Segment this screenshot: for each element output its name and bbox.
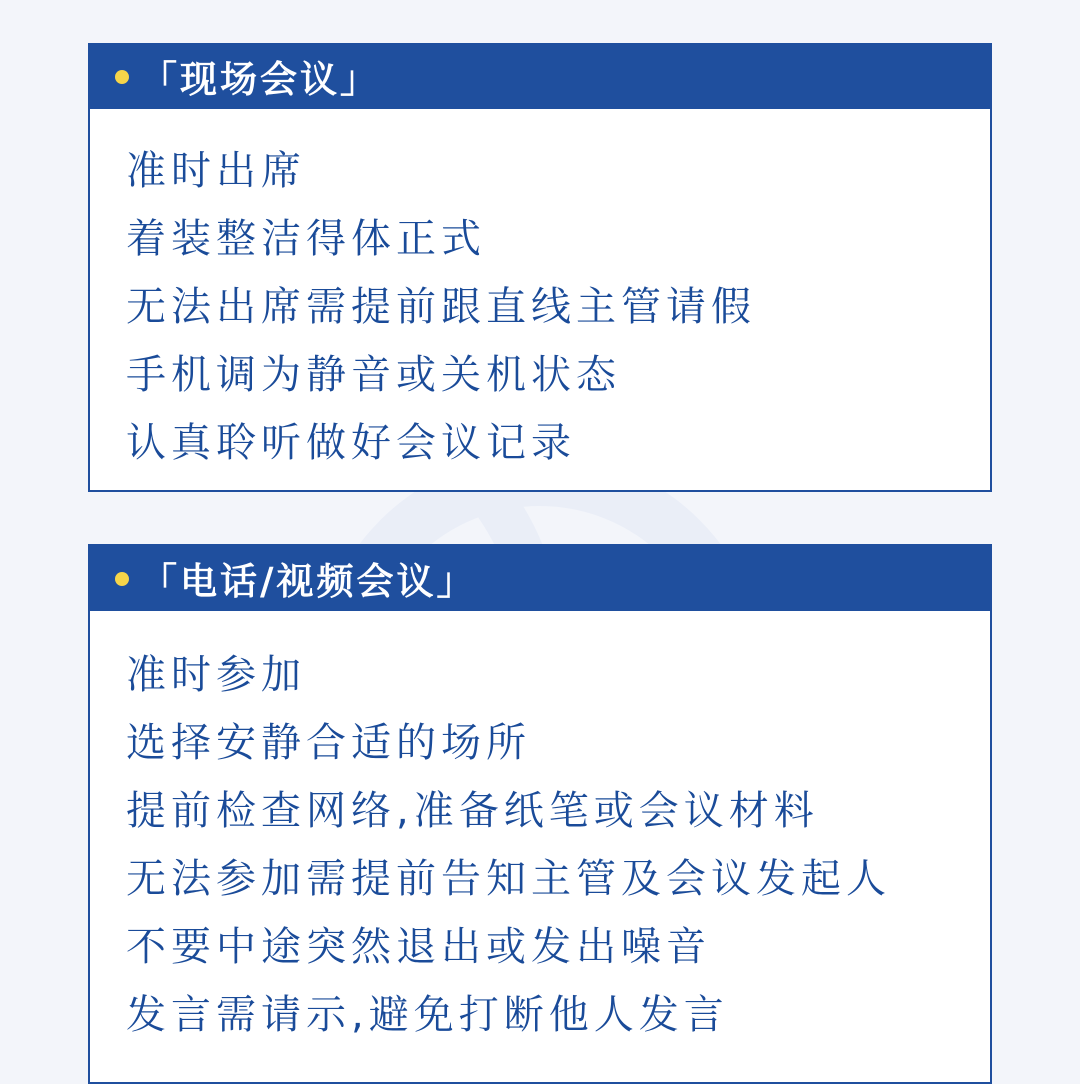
onsite-meeting-header	[90, 45, 990, 109]
list-item: 手机调为静音或关机状态	[126, 352, 621, 398]
section-title: 「现场会议」	[140, 57, 380, 101]
list-item: 发言需请示,避免打断他人发言	[126, 992, 729, 1038]
yellow-bullet-icon	[115, 70, 129, 84]
phone-video-meeting-header	[90, 546, 990, 611]
onsite-meeting-card	[88, 43, 992, 492]
list-item: 不要中途突然退出或发出噪音	[126, 924, 711, 970]
list-item: 选择安静合适的场所	[126, 720, 531, 766]
list-item: 准时出席	[126, 148, 306, 194]
list-item: 提前检查网络,准备纸笔或会议材料	[126, 788, 819, 834]
list-item: 着装整洁得体正式	[126, 216, 486, 262]
list-item: 无法参加需提前告知主管及会议发起人	[126, 856, 891, 902]
yellow-bullet-icon	[115, 572, 129, 586]
list-item: 无法出席需提前跟直线主管请假	[126, 284, 756, 330]
list-item: 认真聆听做好会议记录	[126, 420, 576, 466]
list-item: 准时参加	[126, 652, 306, 698]
section-title: 「电话/视频会议」	[140, 559, 477, 603]
phone-video-meeting-card	[88, 544, 992, 1084]
